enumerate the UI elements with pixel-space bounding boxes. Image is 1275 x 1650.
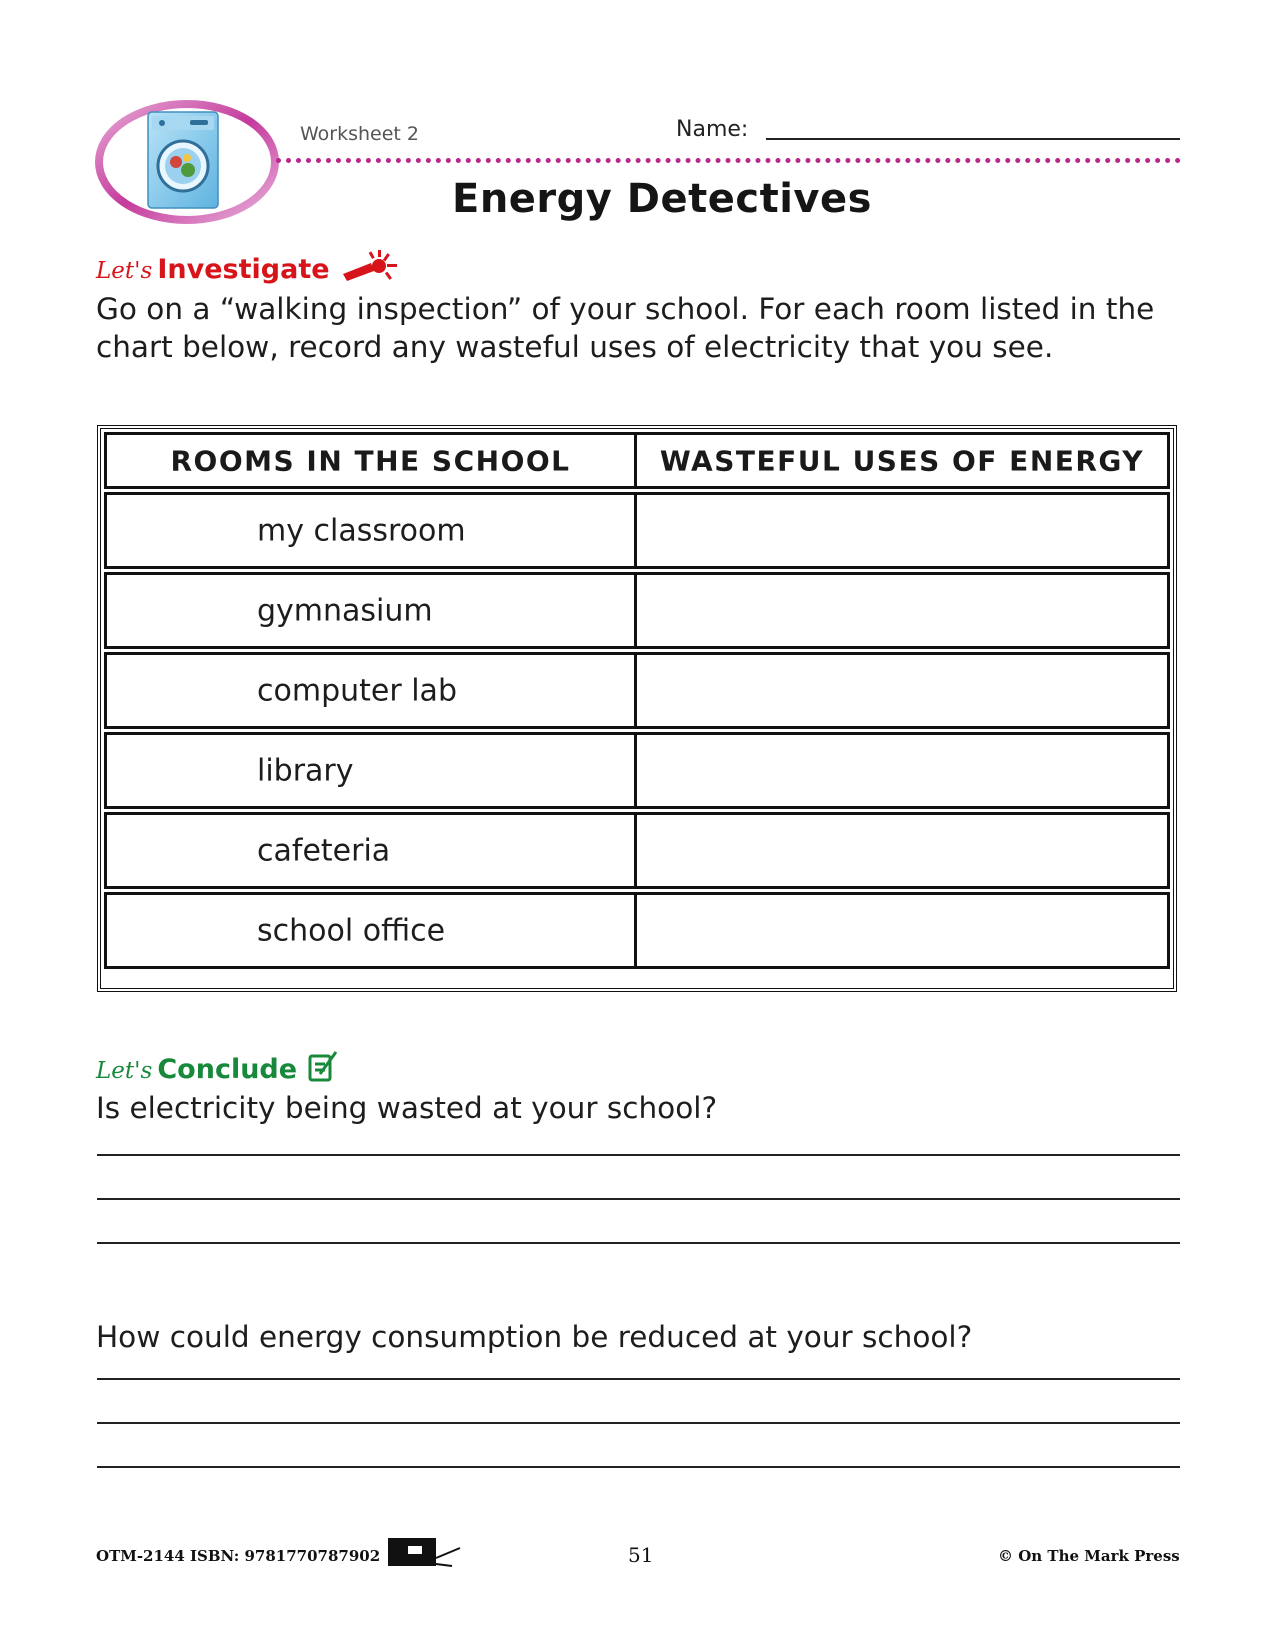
worksheet-number: Worksheet 2 [300,123,420,145]
column-header-rooms: ROOMS IN THE SCHOOL [170,444,571,477]
lets-label: Let's [96,1058,153,1084]
name-label: Name: [676,117,749,142]
room-name: library [257,753,354,788]
lets-label: Let's [96,258,153,284]
room-name: computer lab [257,673,457,708]
table-row [104,892,1170,969]
answer-cell[interactable] [637,572,1170,649]
room-name: my classroom [257,513,466,548]
answer-line[interactable] [97,1422,1180,1424]
answer-line[interactable] [97,1242,1180,1244]
instructions-text: Go on a “walking inspection” of your school. For each room listed in the chart below, record any wasteful uses of electricity that you see. [96,292,1155,364]
room-cell [104,572,637,649]
flashlight-icon [341,250,399,286]
answer-line[interactable] [97,1154,1180,1156]
table-row [104,732,1170,809]
answer-line[interactable] [97,1378,1180,1380]
room-cell [104,732,637,809]
answer-cell[interactable] [637,652,1170,729]
footer-isbn: OTM-2144 ISBN: 9781770787902 [96,1547,381,1565]
answer-cell[interactable] [637,812,1170,889]
room-cell [104,492,637,569]
page-title: Energy Detectives [452,176,872,222]
inspection-chart [97,425,1177,992]
washing-machine-icon [92,96,282,228]
room-name: school office [257,913,446,948]
table-row [104,652,1170,729]
header-cell [637,432,1170,489]
table-header-row [104,432,1170,489]
page-number: 51 [628,1543,654,1567]
answer-line[interactable] [97,1198,1180,1200]
dotted-divider [276,158,1181,163]
room-cell [104,812,637,889]
room-cell [104,892,637,969]
room-name: cafeteria [257,833,391,868]
room-name: gymnasium [257,593,433,628]
table-row [104,572,1170,649]
conclude-heading [96,1048,340,1085]
question-1: Is electricity being wasted at your school? [96,1091,718,1125]
notepad-pencil-icon [306,1048,340,1084]
column-header-wasteful-uses: WASTEFUL USES OF ENERGY [659,444,1145,477]
table-row [104,492,1170,569]
investigate-heading [96,250,399,286]
answer-cell[interactable] [637,732,1170,809]
header-cell [104,432,637,489]
table-row [104,812,1170,889]
projector-icon [386,1532,462,1568]
name-field-line[interactable] [766,138,1180,140]
copyright: © On The Mark Press [998,1547,1180,1565]
room-cell [104,652,637,729]
answer-line[interactable] [97,1466,1180,1468]
answer-cell[interactable] [637,492,1170,569]
investigate-title: Investigate [157,254,330,285]
conclude-title: Conclude [157,1054,298,1085]
answer-cell[interactable] [637,892,1170,969]
question-2: How could energy consumption be reduced at your school? [96,1320,973,1354]
